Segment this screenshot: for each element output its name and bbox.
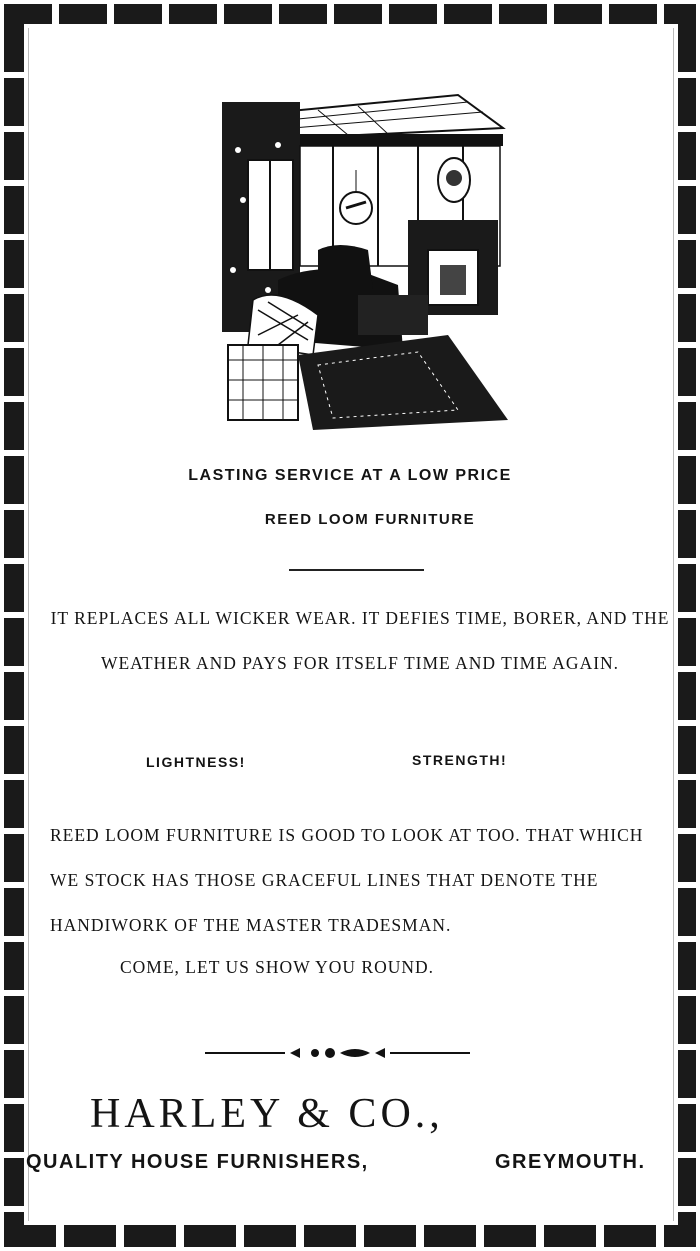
feature-strength: STRENGTH! — [412, 752, 508, 768]
paragraph-1: IT REPLACES ALL WICKER WEAR. IT DEFIES TIME, BORER, AND THE WEATHER AND PAYS FOR ITSELF TIME AND TIME AGAIN. — [50, 608, 670, 673]
headline: LASTING SERVICE AT A LOW PRICE — [188, 467, 512, 484]
feature-lightness: LIGHTNESS! — [146, 754, 246, 770]
location: GREYMOUTH. — [495, 1151, 646, 1173]
paragraph-2: REED LOOM FURNITURE IS GOOD TO LOOK AT TOO. THAT WHICH WE STOCK HAS THOSE GRACEFUL LINES THAT DENOTE THE HANDIWORK OF THE MASTER TRADESMAN. — [50, 825, 644, 935]
paragraph-3: COME, LET US SHOW YOU ROUND. — [120, 957, 435, 977]
tagline: QUALITY HOUSE FURNISHERS, — [26, 1151, 369, 1173]
ornament-divider — [205, 1043, 470, 1063]
border-top — [4, 4, 696, 24]
border-left — [4, 24, 24, 1225]
room-interior-illustration — [218, 90, 508, 435]
company-name: HARLEY & CO., — [90, 1091, 444, 1137]
border-right — [678, 24, 696, 1225]
border-bottom — [4, 1225, 696, 1247]
subheadline: REED LOOM FURNITURE — [264, 511, 476, 528]
divider-rule — [289, 569, 424, 571]
